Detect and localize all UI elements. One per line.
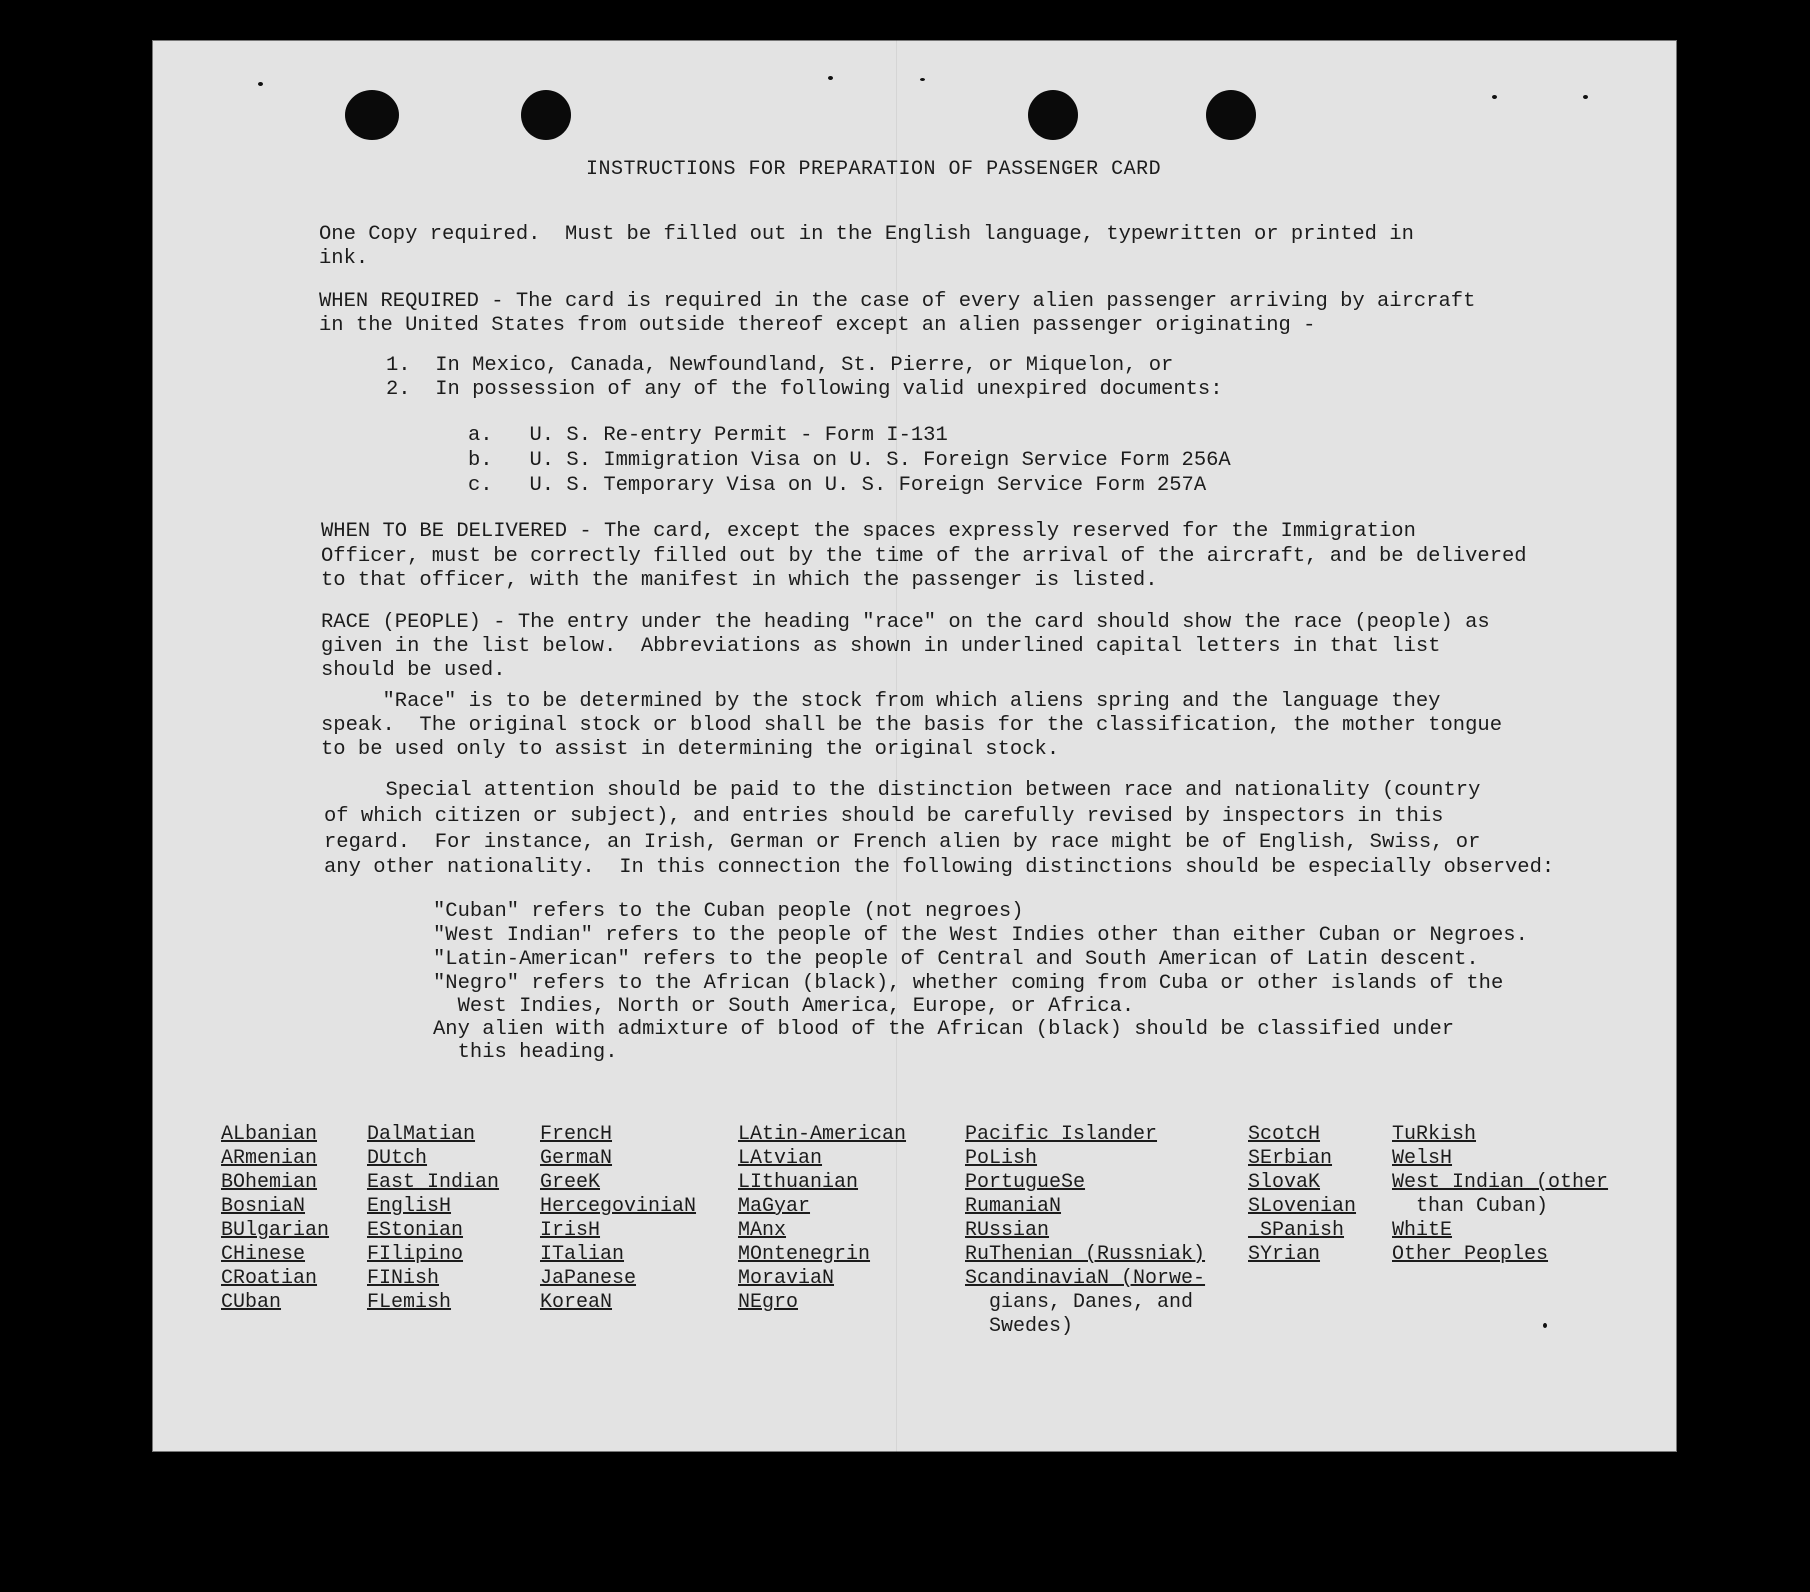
- race-item: GermaN: [540, 1147, 613, 1170]
- speck: [1583, 95, 1588, 99]
- race-column-2: [367, 1123, 499, 1315]
- race-item: ScandinaviaN (Norwe-: [965, 1267, 1206, 1290]
- numbered-item-2: 2. In possession of any of the following valid unexpired documents:: [386, 378, 1223, 401]
- speck: [828, 76, 833, 80]
- race-item: FIlipino: [367, 1243, 464, 1266]
- distinction-latin-american: "Latin-American" refers to the people of Central and South American of Latin descent.: [433, 948, 1479, 971]
- lettered-item-b: b. U. S. Immigration Visa on U. S. Foreign Service Form 256A: [468, 449, 1231, 472]
- race-item: ITalian: [540, 1243, 625, 1266]
- race-item: CRoatian: [221, 1267, 318, 1290]
- race-item: FrencH: [540, 1123, 613, 1146]
- race-item: SLovenian: [1248, 1195, 1357, 1218]
- race-item: than Cuban): [1392, 1195, 1549, 1218]
- race-item: MaGyar: [738, 1195, 811, 1218]
- race-item: SErbian: [1248, 1147, 1333, 1170]
- race-item: ARmenian: [221, 1147, 318, 1170]
- punch-hole: [521, 90, 571, 140]
- race-item: PortugueSe: [965, 1171, 1086, 1194]
- race-line-2: given in the list below. Abbreviations as shown in underlined capital letters in that list: [321, 635, 1441, 658]
- race-item: East Indian: [367, 1171, 500, 1194]
- distinction-cuban: "Cuban" refers to the Cuban people (not negroes): [433, 900, 1024, 923]
- race-item: WelsH: [1392, 1147, 1453, 1170]
- race-item: RumaniaN: [965, 1195, 1062, 1218]
- race-item: MOntenegrin: [738, 1243, 871, 1266]
- numbered-item-1: 1. In Mexico, Canada, Newfoundland, St. Pierre, or Miquelon, or: [386, 354, 1174, 377]
- distinction-west-indian: "West Indian" refers to the people of the West Indies other than either Cuban or Negroes.: [433, 924, 1528, 947]
- speck: [1543, 1323, 1547, 1328]
- race-item: CHinese: [221, 1243, 306, 1266]
- special-line-4: any other nationality. In this connection the following distinctions should be especially observed:: [324, 856, 1555, 879]
- lettered-item-a: a. U. S. Re-entry Permit - Form I-131: [468, 424, 948, 447]
- race-item: EStonian: [367, 1219, 464, 1242]
- race-item: MoraviaN: [738, 1267, 835, 1290]
- race-column-6: [1248, 1123, 1356, 1267]
- copy-line-1: One Copy required. Must be filled out in the English language, typewritten or printed in: [319, 223, 1414, 246]
- race-line-1: RACE (PEOPLE) - The entry under the heading "race" on the card should show the race (people) as: [321, 611, 1490, 634]
- when-required-line-2: in the United States from outside thereof except an alien passenger originating -: [319, 314, 1316, 337]
- punch-hole: [1206, 90, 1256, 140]
- race-item: MAnx: [738, 1219, 787, 1242]
- race-item: CUban: [221, 1291, 282, 1314]
- distinction-admixture: Any alien with admixture of blood of the African (black) should be classified under: [433, 1018, 1455, 1041]
- race-item: IrisH: [540, 1219, 601, 1242]
- copy-line-2: ink.: [319, 247, 369, 270]
- distinction-negro: "Negro" refers to the African (black), whether coming from Cuba or other islands of the: [433, 972, 1504, 995]
- race-item: SlovaK: [1248, 1171, 1321, 1194]
- speck: [1492, 95, 1497, 99]
- page-title: INSTRUCTIONS FOR PREPARATION OF PASSENGER CARD: [586, 158, 1162, 181]
- race-item: FLemish: [367, 1291, 452, 1314]
- special-line-2: of which citizen or subject), and entries should be carefully revised by inspectors in this: [324, 805, 1444, 828]
- lettered-item-c: c. U. S. Temporary Visa on U. S. Foreign Service Form 257A: [468, 474, 1207, 497]
- speck: [258, 82, 263, 86]
- race-item: BosniaN: [221, 1195, 306, 1218]
- race-item: FINish: [367, 1267, 440, 1290]
- speck: [920, 78, 925, 81]
- race-item: Swedes): [965, 1315, 1074, 1338]
- race-item: JaPanese: [540, 1267, 637, 1290]
- race-item: Other Peoples: [1392, 1243, 1549, 1266]
- race-item: LAtvian: [738, 1147, 823, 1170]
- punch-hole: [1028, 90, 1078, 140]
- race2-line-2: speak. The original stock or blood shall be the basis for the classification, the mother tongue: [321, 714, 1502, 737]
- race-item: WhitE: [1392, 1219, 1453, 1242]
- race-item: ALbanian: [221, 1123, 318, 1146]
- race-item: NEgro: [738, 1291, 799, 1314]
- race-item: DalMatian: [367, 1123, 476, 1146]
- race-item: RuThenian (Russniak): [965, 1243, 1206, 1266]
- race-item: West Indian (other: [1392, 1171, 1609, 1194]
- race-item: GreeK: [540, 1171, 601, 1194]
- race-item: SPanish: [1248, 1219, 1345, 1242]
- race-item: Pacific Islander: [965, 1123, 1158, 1146]
- race-column-7: [1392, 1123, 1608, 1267]
- race-column-1: [221, 1123, 329, 1315]
- race-item: RUssian: [965, 1219, 1050, 1242]
- delivered-line-1: WHEN TO BE DELIVERED - The card, except the spaces expressly reserved for the Immigration: [321, 520, 1416, 543]
- delivered-line-2: Officer, must be correctly filled out by the time of the arrival of the aircraft, and be delivered: [321, 545, 1527, 568]
- race-item: KoreaN: [540, 1291, 613, 1314]
- race-item: LIthuanian: [738, 1171, 859, 1194]
- race-item: SYrian: [1248, 1243, 1321, 1266]
- document-page: [152, 40, 1677, 1452]
- race-item: TuRkish: [1392, 1123, 1477, 1146]
- special-line-1: Special attention should be paid to the distinction between race and nationality (country: [324, 779, 1481, 802]
- distinction-admixture-cont: this heading.: [433, 1041, 618, 1064]
- race-line-3: should be used.: [321, 659, 506, 682]
- distinction-negro-cont: West Indies, North or South America, Europe, or Africa.: [433, 995, 1135, 1018]
- race-column-4: [738, 1123, 906, 1315]
- race2-line-3: to be used only to assist in determining the original stock.: [321, 738, 1060, 761]
- race-item: HercegoviniaN: [540, 1195, 697, 1218]
- race2-line-1: "Race" is to be determined by the stock from which aliens spring and the language they: [321, 690, 1441, 713]
- delivered-line-3: to that officer, with the manifest in which the passenger is listed.: [321, 569, 1158, 592]
- race-item: EnglisH: [367, 1195, 452, 1218]
- race-item: ScotcH: [1248, 1123, 1321, 1146]
- race-item: LAtin-American: [738, 1123, 907, 1146]
- race-item: PoLish: [965, 1147, 1038, 1170]
- punch-hole: [345, 90, 399, 140]
- race-column-3: [540, 1123, 696, 1315]
- race-item: BUlgarian: [221, 1219, 330, 1242]
- race-column-5: [965, 1123, 1205, 1339]
- race-item: BOhemian: [221, 1171, 318, 1194]
- special-line-3: regard. For instance, an Irish, German or French alien by race might be of English, Swiss, or: [324, 831, 1481, 854]
- race-item: gians, Danes, and: [965, 1291, 1194, 1314]
- race-item: DUtch: [367, 1147, 428, 1170]
- when-required-line-1: WHEN REQUIRED - The card is required in the case of every alien passenger arriving by aircraft: [319, 290, 1476, 313]
